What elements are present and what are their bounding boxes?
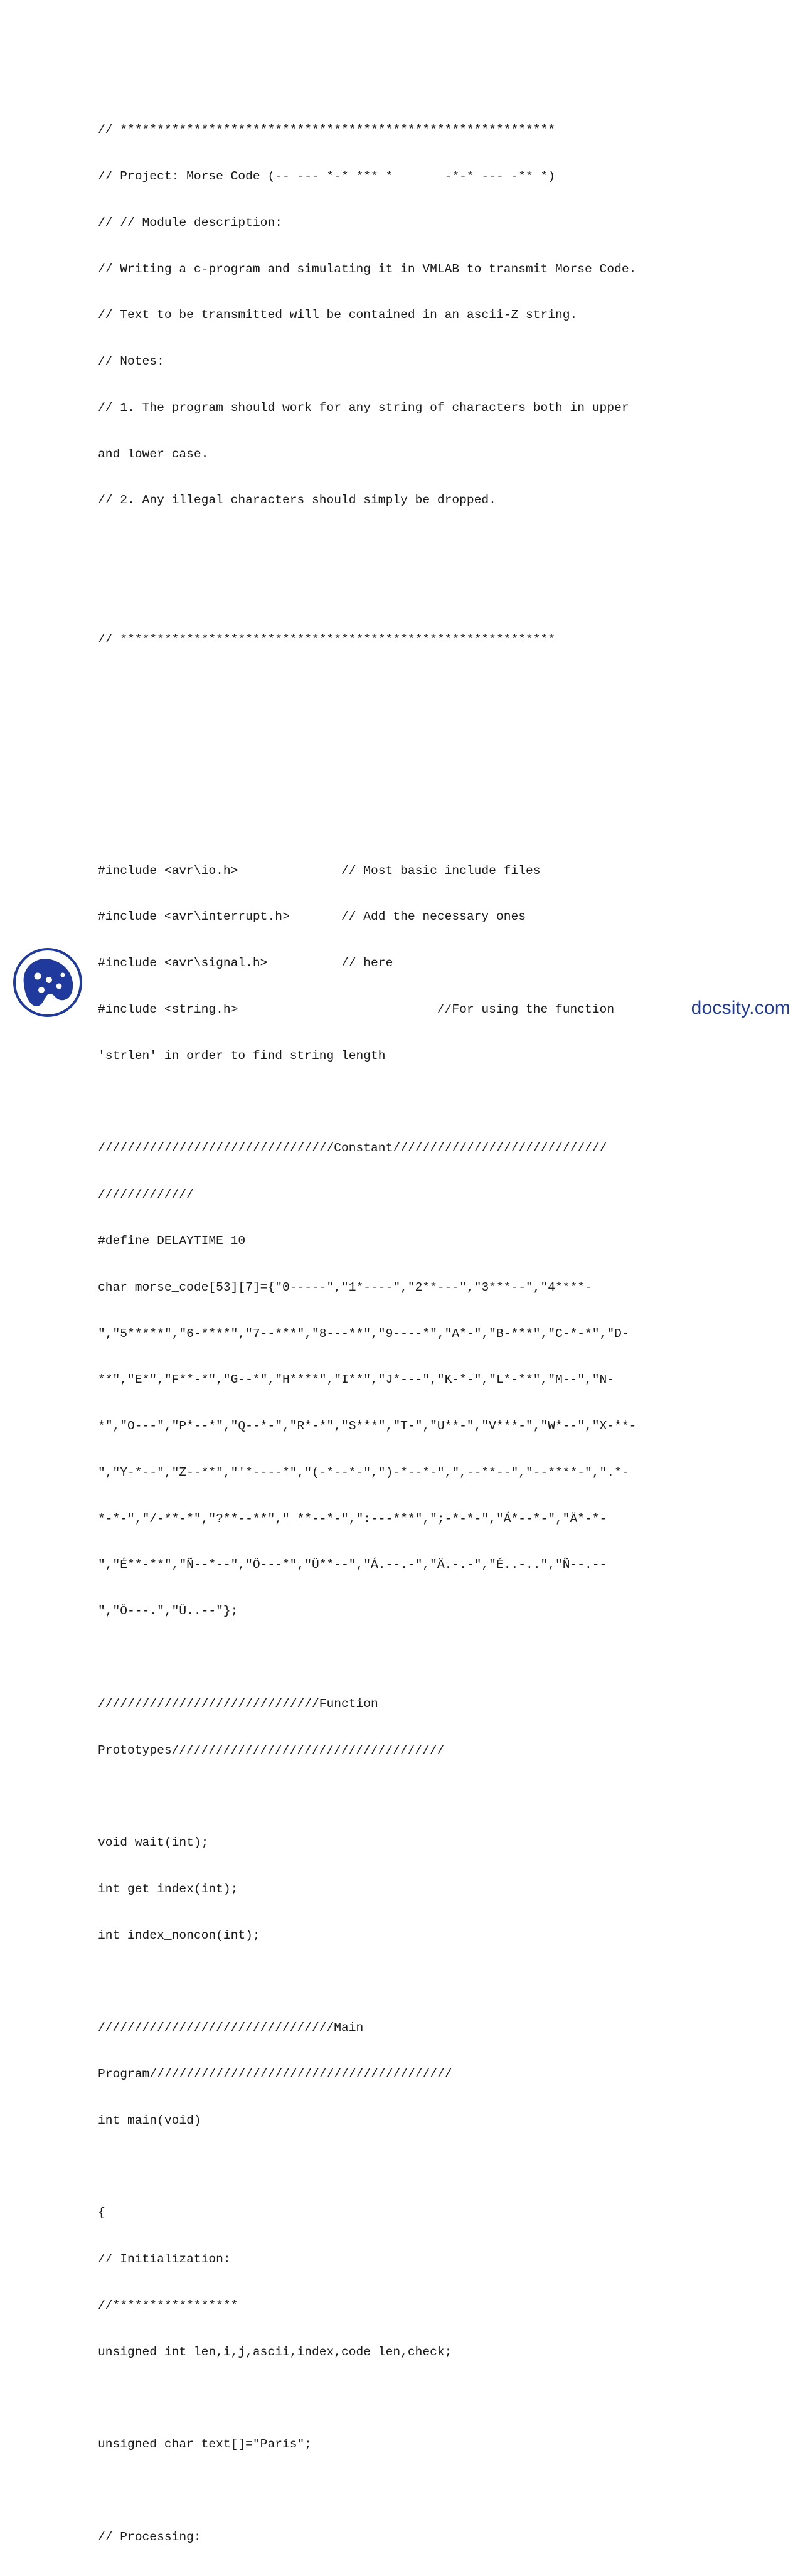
code-line: // Writing a c-program and simulating it in VMLAB to transmit Morse Code. (98, 262, 637, 276)
code-line (98, 817, 700, 833)
code-line: ","5*****","6-****","7--***","8---**","9----*","A*-","B-***","C-*-*","D- (98, 1326, 629, 1341)
code-line (98, 770, 700, 786)
code-line: and lower case. (98, 447, 209, 461)
code-line: void wait(int); (98, 1836, 209, 1850)
code-line: // 2. Any illegal characters should simply be dropped. (98, 493, 496, 508)
code-line: #include <avr\interrupt.h> // Add the necessary ones (98, 910, 526, 924)
code-line: 'strlen' in order to find string length (98, 1048, 386, 1063)
code-line: // // Module description: (98, 215, 282, 230)
code-listing (98, 92, 700, 2576)
code-line: ////////////////////////////////Main (98, 2021, 364, 2035)
code-line: unsigned char text[]="Paris"; (98, 2437, 312, 2452)
docsity-wordmark[interactable]: docsity.com (691, 998, 790, 1018)
code-line: ////////////////////////////////Constant///////////////////////////// (98, 1141, 607, 1156)
code-line: Prototypes///////////////////////////////////// (98, 1743, 445, 1757)
code-line: #include <avr\io.h> // Most basic include files (98, 863, 541, 878)
code-line (98, 1650, 700, 1666)
code-line: // Text to be transmitted will be contained in an ascii-Z string. (98, 308, 578, 322)
code-line: **","E*","F**-*","G--*","H****","I**","J*---","K-*-","L*-**","M--","N- (98, 1373, 615, 1387)
code-line: //***************** (98, 2298, 238, 2313)
code-line (98, 1095, 700, 1110)
code-line: Program///////////////////////////////////////// (98, 2067, 452, 2081)
code-line (98, 585, 700, 601)
code-line: char morse_code[53][7]={"0-----","1*----","2**---","3***--","4****- (98, 1280, 592, 1294)
code-line: // Processing: (98, 2530, 201, 2544)
code-line: int main(void) (98, 2113, 201, 2127)
code-line: // 1. The program should work for any string of characters both in upper (98, 400, 629, 415)
code-line: // Notes: (98, 354, 164, 369)
code-line: ","É**-**","Ñ--*--","Ö---*","Ü**--","Á.--.-","Ä.-.-","É..-..","Ñ--.-- (98, 1558, 607, 1572)
docsity-logo-graphic (13, 947, 83, 1018)
docsity-logo-icon[interactable] (13, 947, 83, 1018)
code-line: { (98, 2206, 105, 2220)
code-line: #define DELAYTIME 10 (98, 1233, 246, 1248)
code-line (98, 678, 700, 694)
code-line: // *********************************************************** (98, 632, 556, 646)
code-line: #include <avr\signal.h> // here (98, 956, 393, 971)
code-line (98, 1974, 700, 1989)
code-line: ","Y-*--","Z--**","'*----*","(-*--*-",")-*--*-",",--**--","--****-",".*- (98, 1465, 629, 1479)
code-line: unsigned int len,i,j,ascii,index,code_len,check; (98, 2344, 452, 2359)
code-line: //////////////////////////////Function (98, 1696, 378, 1711)
code-line (98, 1789, 700, 1804)
code-line: ///////////// (98, 1188, 194, 1202)
code-line: *","O---","P*--*","Q--*-","R*-*","S***","T-","U**-","V***-","W*--","X-**- (98, 1419, 637, 1434)
code-line (98, 724, 700, 740)
code-line: // Project: Morse Code (-- --- *-* *** * -*-* --- -** *) (98, 169, 556, 183)
code-line: *-*-","/-**-*","?**--**","_**--*-",":---***",";-*-*-","Á*--*-","Ä*-*- (98, 1511, 607, 1526)
code-line: int index_noncon(int); (98, 1928, 260, 1942)
code-line: int get_index(int); (98, 1881, 238, 1896)
code-line (98, 2483, 700, 2499)
code-line: #include <string.h> //For using the function (98, 1003, 615, 1017)
code-line (98, 2159, 700, 2175)
code-line: // *********************************************************** (98, 123, 556, 137)
code-line: // Initialization: (98, 2252, 231, 2267)
code-line: ","Ö---.","Ü..--"}; (98, 1604, 238, 1619)
code-line (98, 2390, 700, 2406)
code-line (98, 539, 700, 555)
